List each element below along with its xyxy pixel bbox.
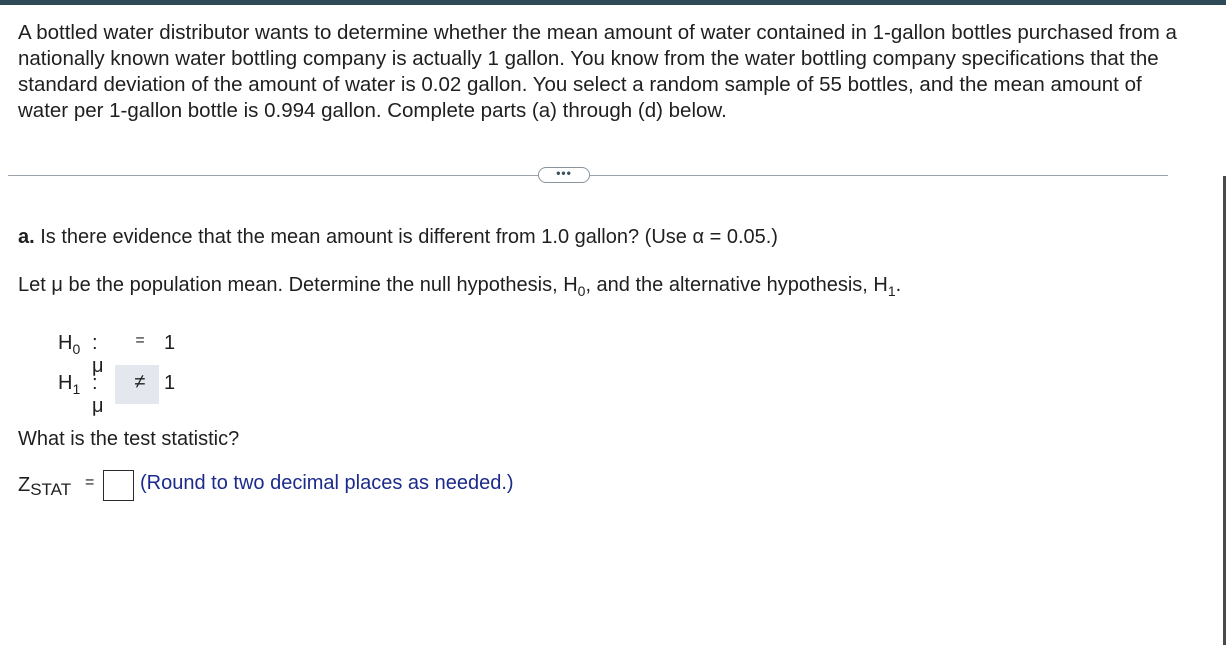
part-a-label: a. <box>18 226 35 248</box>
hypothesis-instructions <box>18 274 901 297</box>
alt-mu: : μ <box>92 372 104 417</box>
hyp-intro-text-3: . <box>895 274 902 296</box>
zstat-label <box>18 474 71 500</box>
h1-letter: H <box>58 372 73 394</box>
h0-letter: H <box>58 332 73 354</box>
hyp-intro-text-1: Let μ be the population mean. Determine the null hypothesis, H <box>18 274 578 296</box>
null-hypothesis-label <box>58 332 80 355</box>
rounding-hint: (Round to two decimal places as needed.) <box>140 472 514 494</box>
null-mu: : μ <box>92 332 104 377</box>
hyp-intro-text-2: , and the alternative hypothesis, H <box>585 274 888 296</box>
part-a-text: Is there evidence that the mean amount is different from 1.0 gallon? (Use α = 0.05.) <box>34 226 778 248</box>
h0-sub: 0 <box>72 341 81 357</box>
alt-value: 1 <box>164 372 176 394</box>
test-statistic-question: What is the test statistic? <box>18 428 240 450</box>
part-a-question <box>18 226 778 249</box>
null-value: 1 <box>164 332 176 354</box>
alt-hypothesis-label <box>58 372 80 395</box>
zstat-equals: = <box>85 474 95 491</box>
h0-subscript: 0 <box>577 283 586 299</box>
alt-operator-select[interactable]: ≠ <box>134 371 146 393</box>
h1-subscript: 1 <box>887 283 896 299</box>
divider-line-right <box>590 175 1168 176</box>
h1-sub: 1 <box>72 381 81 397</box>
top-bar <box>0 0 1226 5</box>
zstat-subscript: STAT <box>30 480 72 499</box>
null-operator-select[interactable]: = <box>135 332 145 349</box>
problem-statement: A bottled water distributor wants to determine whether the mean amount of water contained in 1-gallon bottles purchased from a nationally known water bottling company is actually 1 gallon. You know from the water bottling company specifications that the standard deviation of the amount of water is 0.02 gallon. You select a random sample of 55 bottles, and the mean amount of water per 1-gallon bottle is 0.994 gallon. Complete parts (a) through (d) below. <box>18 21 1177 122</box>
divider-line-left <box>8 175 538 176</box>
more-options-button[interactable]: ••• <box>538 167 590 183</box>
zstat-answer-input[interactable] <box>103 470 134 501</box>
zstat-z: Z <box>18 474 31 496</box>
